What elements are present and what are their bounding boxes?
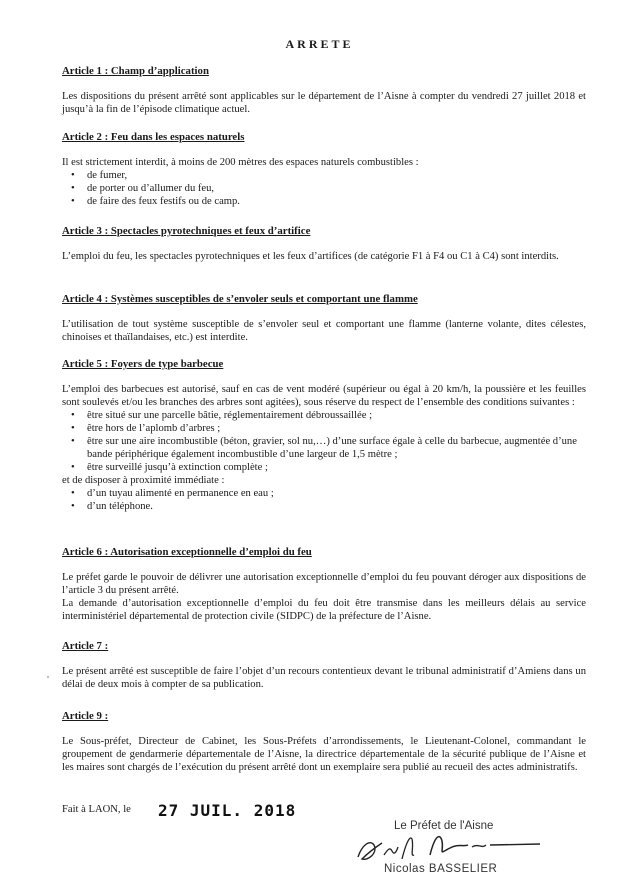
article-paragraph: Le présent arrêté est susceptible de faire l’objet d’un recours contentieux devant le tribunal administratif d’Amiens dans un délai de deux mois à compter de sa publication. <box>62 666 586 690</box>
list-item: • de faire des feux festifs ou de camp. <box>71 196 240 207</box>
article-intro: Il est strictement interdit, à moins de 200 mètres des espaces naturels combustibles : <box>62 157 419 168</box>
article-2 <box>62 131 586 208</box>
article-4 <box>62 293 586 344</box>
article-paragraph: Le préfet garde le pouvoir de délivrer une autorisation exceptionnelle d’emploi du feu pouvant déroger aux dispositions de l’article 3 du présent arrêté. <box>62 572 586 596</box>
list-item: • être situé sur une parcelle bâtie, réglementairement débroussaillée ; <box>71 410 373 421</box>
list-item: • de fumer, <box>71 170 128 181</box>
article-heading: Article 4 : Systèmes susceptibles de s’envoler seuls et comportant une flamme <box>62 293 418 305</box>
article-paragraph: Le Sous-préfet, Directeur de Cabinet, les Sous-Préfets d’arrondissements, le Lieutenant-Colonel, commandant le groupement de gendarmerie départementale de l’Aisne, la directrice départementale de la sécurité publique de l’Aisne et les maires sont chargés de l’exécution du présent arrêté dont un exemplaire sera publié au recueil des actes administratifs. <box>62 736 586 773</box>
article-1 <box>62 65 586 116</box>
list-item: • de porter ou d’allumer du feu, <box>71 183 215 194</box>
article-heading: Article 5 : Foyers de type barbecue <box>62 358 224 370</box>
signatory-title: Le Préfet de l'Aisne <box>394 820 494 832</box>
article-7 <box>62 640 586 691</box>
article-heading: Article 2 : Feu dans les espaces naturels <box>62 131 245 143</box>
article-paragraph: L’emploi du feu, les spectacles pyrotechniques et les feux d’artifices (de catégorie F1 à F4 ou C1 à C4) sont interdits. <box>62 251 559 262</box>
article-5 <box>62 358 586 513</box>
list-item: • être hors de l’aplomb d’arbres ; <box>71 423 221 434</box>
article-intro-2: et de disposer à proximité immédiate : <box>62 475 225 486</box>
article-6 <box>62 546 586 623</box>
date-stamp: 27 JUIL. 2018 <box>158 801 297 820</box>
article-9 <box>62 710 586 774</box>
list-item: • être sur une aire incombustible (béton, gravier, sol nu,…) d’une surface égale à celle du barbecue, augmentée d’une bande périphérique également incombustible d’une largeur de 1,5 mètre ; <box>71 436 577 460</box>
article-paragraph: Les dispositions du présent arrêté sont applicables sur le département de l’Aisne à compter du vendredi 27 juillet 2018 et jusqu’à la fin de l’épisode climatique actuel. <box>62 91 586 115</box>
place-label: Fait à LAON, le <box>62 804 131 815</box>
article-paragraph: La demande d’autorisation exceptionnelle d’emploi du feu doit être transmise dans les meilleurs délais au service interministériel départemental de protection civile (SIDPC) de la préfecture de l’Aisne. <box>62 598 586 622</box>
list-item: • d’un tuyau alimenté en permanence en eau ; <box>71 488 274 499</box>
document-title: ARRETE <box>285 37 354 51</box>
article-3 <box>62 225 586 263</box>
article-heading: Article 1 : Champ d’application <box>62 65 209 77</box>
article-heading: Article 6 : Autorisation exceptionnelle d’emploi du feu <box>62 546 312 558</box>
article-heading: Article 9 : <box>62 710 109 722</box>
article-intro: L’emploi des barbecues est autorisé, sauf en cas de vent modéré (supérieur ou égal à 20 km/h, la poussière et les feuilles sont soulevés et/ou les branches des arbres sont agitées), sous réserve du respect de l’ensemble des conditions suivantes : <box>62 384 586 408</box>
scan-speck <box>47 676 49 678</box>
article-heading: Article 3 : Spectacles pyrotechniques et feux d’artifice <box>62 225 311 237</box>
list-item: • d’un téléphone. <box>71 501 153 512</box>
article-paragraph: L’utilisation de tout système susceptible de s’envoler seul et comportant une flamme (lanterne volante, dites célestes, chinoises et thaïlandaises, etc.) est interdite. <box>62 319 586 343</box>
signatory-name: Nicolas BASSELIER <box>384 863 498 875</box>
list-item: • être surveillé jusqu’à extinction complète ; <box>71 462 268 473</box>
article-heading: Article 7 : <box>62 640 109 652</box>
